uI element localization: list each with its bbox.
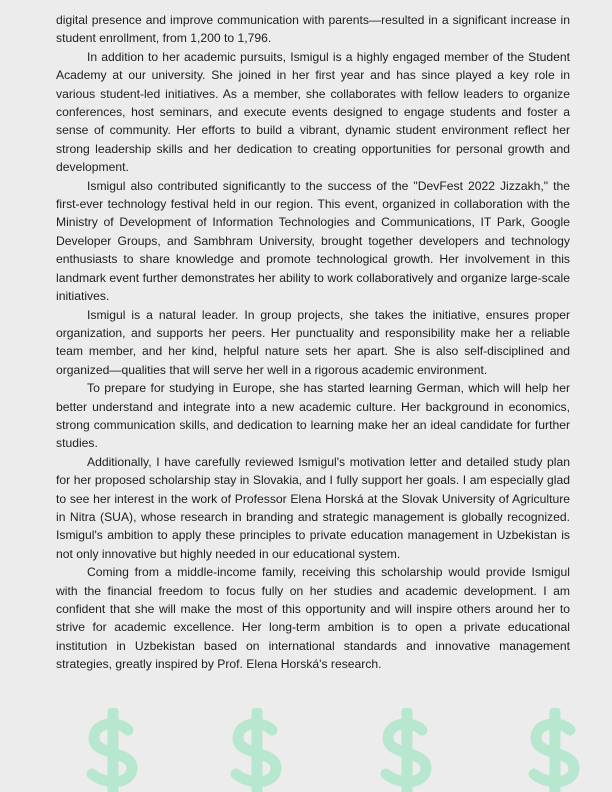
dollar-sign-icon — [520, 708, 590, 792]
paragraph-enrollment-result: digital presence and improve communication with parents—resulted in a significant increase in student enrollment, from 1,200 to 1,796. — [56, 13, 570, 46]
paragraph-scholarship-need: Coming from a middle-income family, receiving this scholarship would provide Ismigul with the financial freedom to focus fully on her studies and academic development. I am confident that she will make the most of this opportunity and will inspire others around her to strive for academic excellence. Her long-term ambition is to open a private educational institution in Uzbekistan based on international standards and innovative management strategies, greatly inspired by Prof. Elena Horská's research. — [56, 565, 570, 672]
paragraph-german-study: To prepare for studying in Europe, she has started learning German, which will help her better understand and integrate into a new academic culture. Her background in economics, strong communication skills, and dedication to learning make her an ideal candidate for further studies. — [56, 381, 570, 451]
dollar-sign-icon — [372, 708, 442, 792]
paragraph-leadership: Ismigul is a natural leader. In group projects, she takes the initiative, ensures proper organization, and supports her peers. Her punctuality and responsibility make her a reliable team member, and her kind, helpful nature sets her apart. She is also self-disciplined and organized—qualities that will serve her well in a rigorous academic environment. — [56, 307, 570, 377]
paragraph-devfest: Ismigul also contributed significantly to the success of the "DevFest 2022 Jizzakh," the first-ever technology festival held in our region. This event, organized in collaboration with the Ministry of Development of Information Technologies and Communications, IT Park, Google Developer Groups, and Sambhram University, brought together developers and technology enthusiasts to share knowledge and promote technological growth. Her involvement in this landmark event further demonstrates her ability to work collaboratively and organize large-scale initiatives. — [56, 178, 570, 304]
letter-body — [56, 11, 570, 674]
paragraph-student-academy: In addition to her academic pursuits, Ismigul is a highly engaged member of the Student Academy at our university. She joined in her first year and has since played a key role in various student-led initiatives. As a member, she collaborates with fellow leaders to organize conferences, host seminars, and execute events designed to engage students and foster a sense of community. Her efforts to build a vibrant, dynamic student environment reflect her strong leadership skills and her dedication to creating opportunities for personal growth and development. — [56, 49, 570, 175]
dollar-sign-icon — [78, 708, 148, 792]
paragraph-motivation-review: Additionally, I have carefully reviewed Ismigul's motivation letter and detailed study plan for her proposed scholarship stay in Slovakia, and I fully support her goals. I am especially glad to see her interest in the work of Professor Elena Horská at the Slovak University of Agriculture in Nitra (SUA), whose research in branding and strategic management is globally recognized. Ismigul's ambition to apply these principles to private education management in Uzbekistan is not only innovative but highly needed in our educational system. — [56, 454, 570, 561]
dollar-sign-icon — [222, 708, 292, 792]
